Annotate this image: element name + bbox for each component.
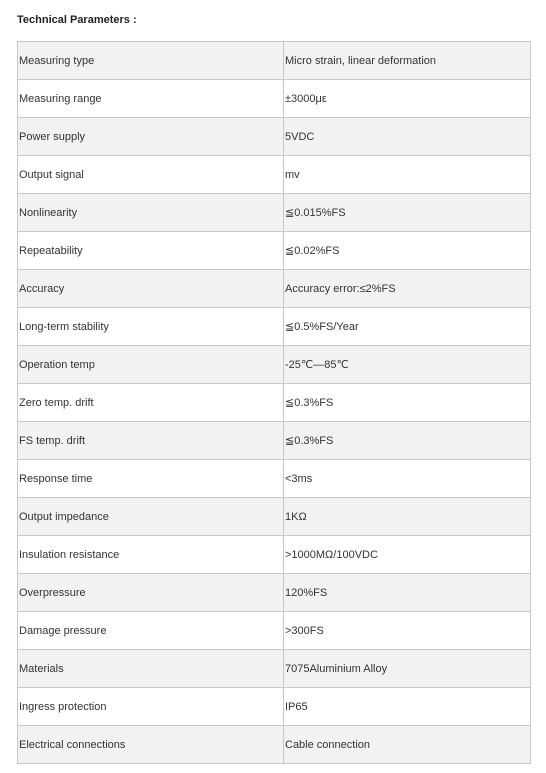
parameter-value-cell: 7075Aluminium Alloy [284, 650, 531, 688]
parameter-value-cell: IP65 [284, 688, 531, 726]
parameter-value-cell: Accuracy error:≤2%FS [284, 270, 531, 308]
table-row [18, 80, 531, 118]
parameter-value-cell: ≦0.015%FS [284, 194, 531, 232]
parameter-name-cell: Output signal [18, 156, 284, 194]
parameter-name-cell: Output impedance [18, 498, 284, 536]
parameter-value-cell: ≦0.02%FS [284, 232, 531, 270]
table-body [18, 42, 531, 764]
parameter-value-cell: Cable connection [284, 726, 531, 764]
parameter-name-cell: Long-term stability [18, 308, 284, 346]
parameter-name-cell: Response time [18, 460, 284, 498]
table-row [18, 270, 531, 308]
parameter-name-cell: Repeatability [18, 232, 284, 270]
table-row [18, 118, 531, 156]
table-row [18, 650, 531, 688]
parameter-name-cell: Operation temp [18, 346, 284, 384]
parameter-name-cell: Nonlinearity [18, 194, 284, 232]
table-row [18, 194, 531, 232]
table-row [18, 612, 531, 650]
table-row [18, 536, 531, 574]
table-row [18, 688, 531, 726]
parameter-name-cell: FS temp. drift [18, 422, 284, 460]
table-row [18, 156, 531, 194]
table-row [18, 346, 531, 384]
parameter-value-cell: 120%FS [284, 574, 531, 612]
table-row [18, 460, 531, 498]
parameter-name-cell: Accuracy [18, 270, 284, 308]
table-row [18, 726, 531, 764]
parameter-name-cell: Insulation resistance [18, 536, 284, 574]
parameter-value-cell: ≦0.5%FS/Year [284, 308, 531, 346]
parameter-value-cell: >300FS [284, 612, 531, 650]
table-row [18, 42, 531, 80]
table-row [18, 384, 531, 422]
parameter-value-cell: ≦0.3%FS [284, 384, 531, 422]
parameter-name-cell: Ingress protection [18, 688, 284, 726]
page-title: Technical Parameters : [17, 14, 137, 26]
parameter-name-cell: Measuring type [18, 42, 284, 80]
parameter-value-cell: -25℃—85℃ [284, 346, 531, 384]
parameter-name-cell: Materials [18, 650, 284, 688]
parameter-value-cell: Micro strain, linear deformation [284, 42, 531, 80]
parameter-value-cell: 5VDC [284, 118, 531, 156]
parameter-value-cell: 1KΩ [284, 498, 531, 536]
parameter-value-cell: ≦0.3%FS [284, 422, 531, 460]
parameter-name-cell: Electrical connections [18, 726, 284, 764]
parameter-value-cell: ±3000με [284, 80, 531, 118]
parameter-value-cell: mv [284, 156, 531, 194]
parameter-name-cell: Overpressure [18, 574, 284, 612]
parameter-value-cell: <3ms [284, 460, 531, 498]
parameter-name-cell: Power supply [18, 118, 284, 156]
table-row [18, 308, 531, 346]
table-row [18, 498, 531, 536]
parameter-name-cell: Measuring range [18, 80, 284, 118]
table-row [18, 574, 531, 612]
parameter-name-cell: Damage pressure [18, 612, 284, 650]
table-row [18, 232, 531, 270]
table-row [18, 422, 531, 460]
parameter-name-cell: Zero temp. drift [18, 384, 284, 422]
technical-parameters-table [17, 41, 531, 764]
parameter-value-cell: >1000MΩ/100VDC [284, 536, 531, 574]
